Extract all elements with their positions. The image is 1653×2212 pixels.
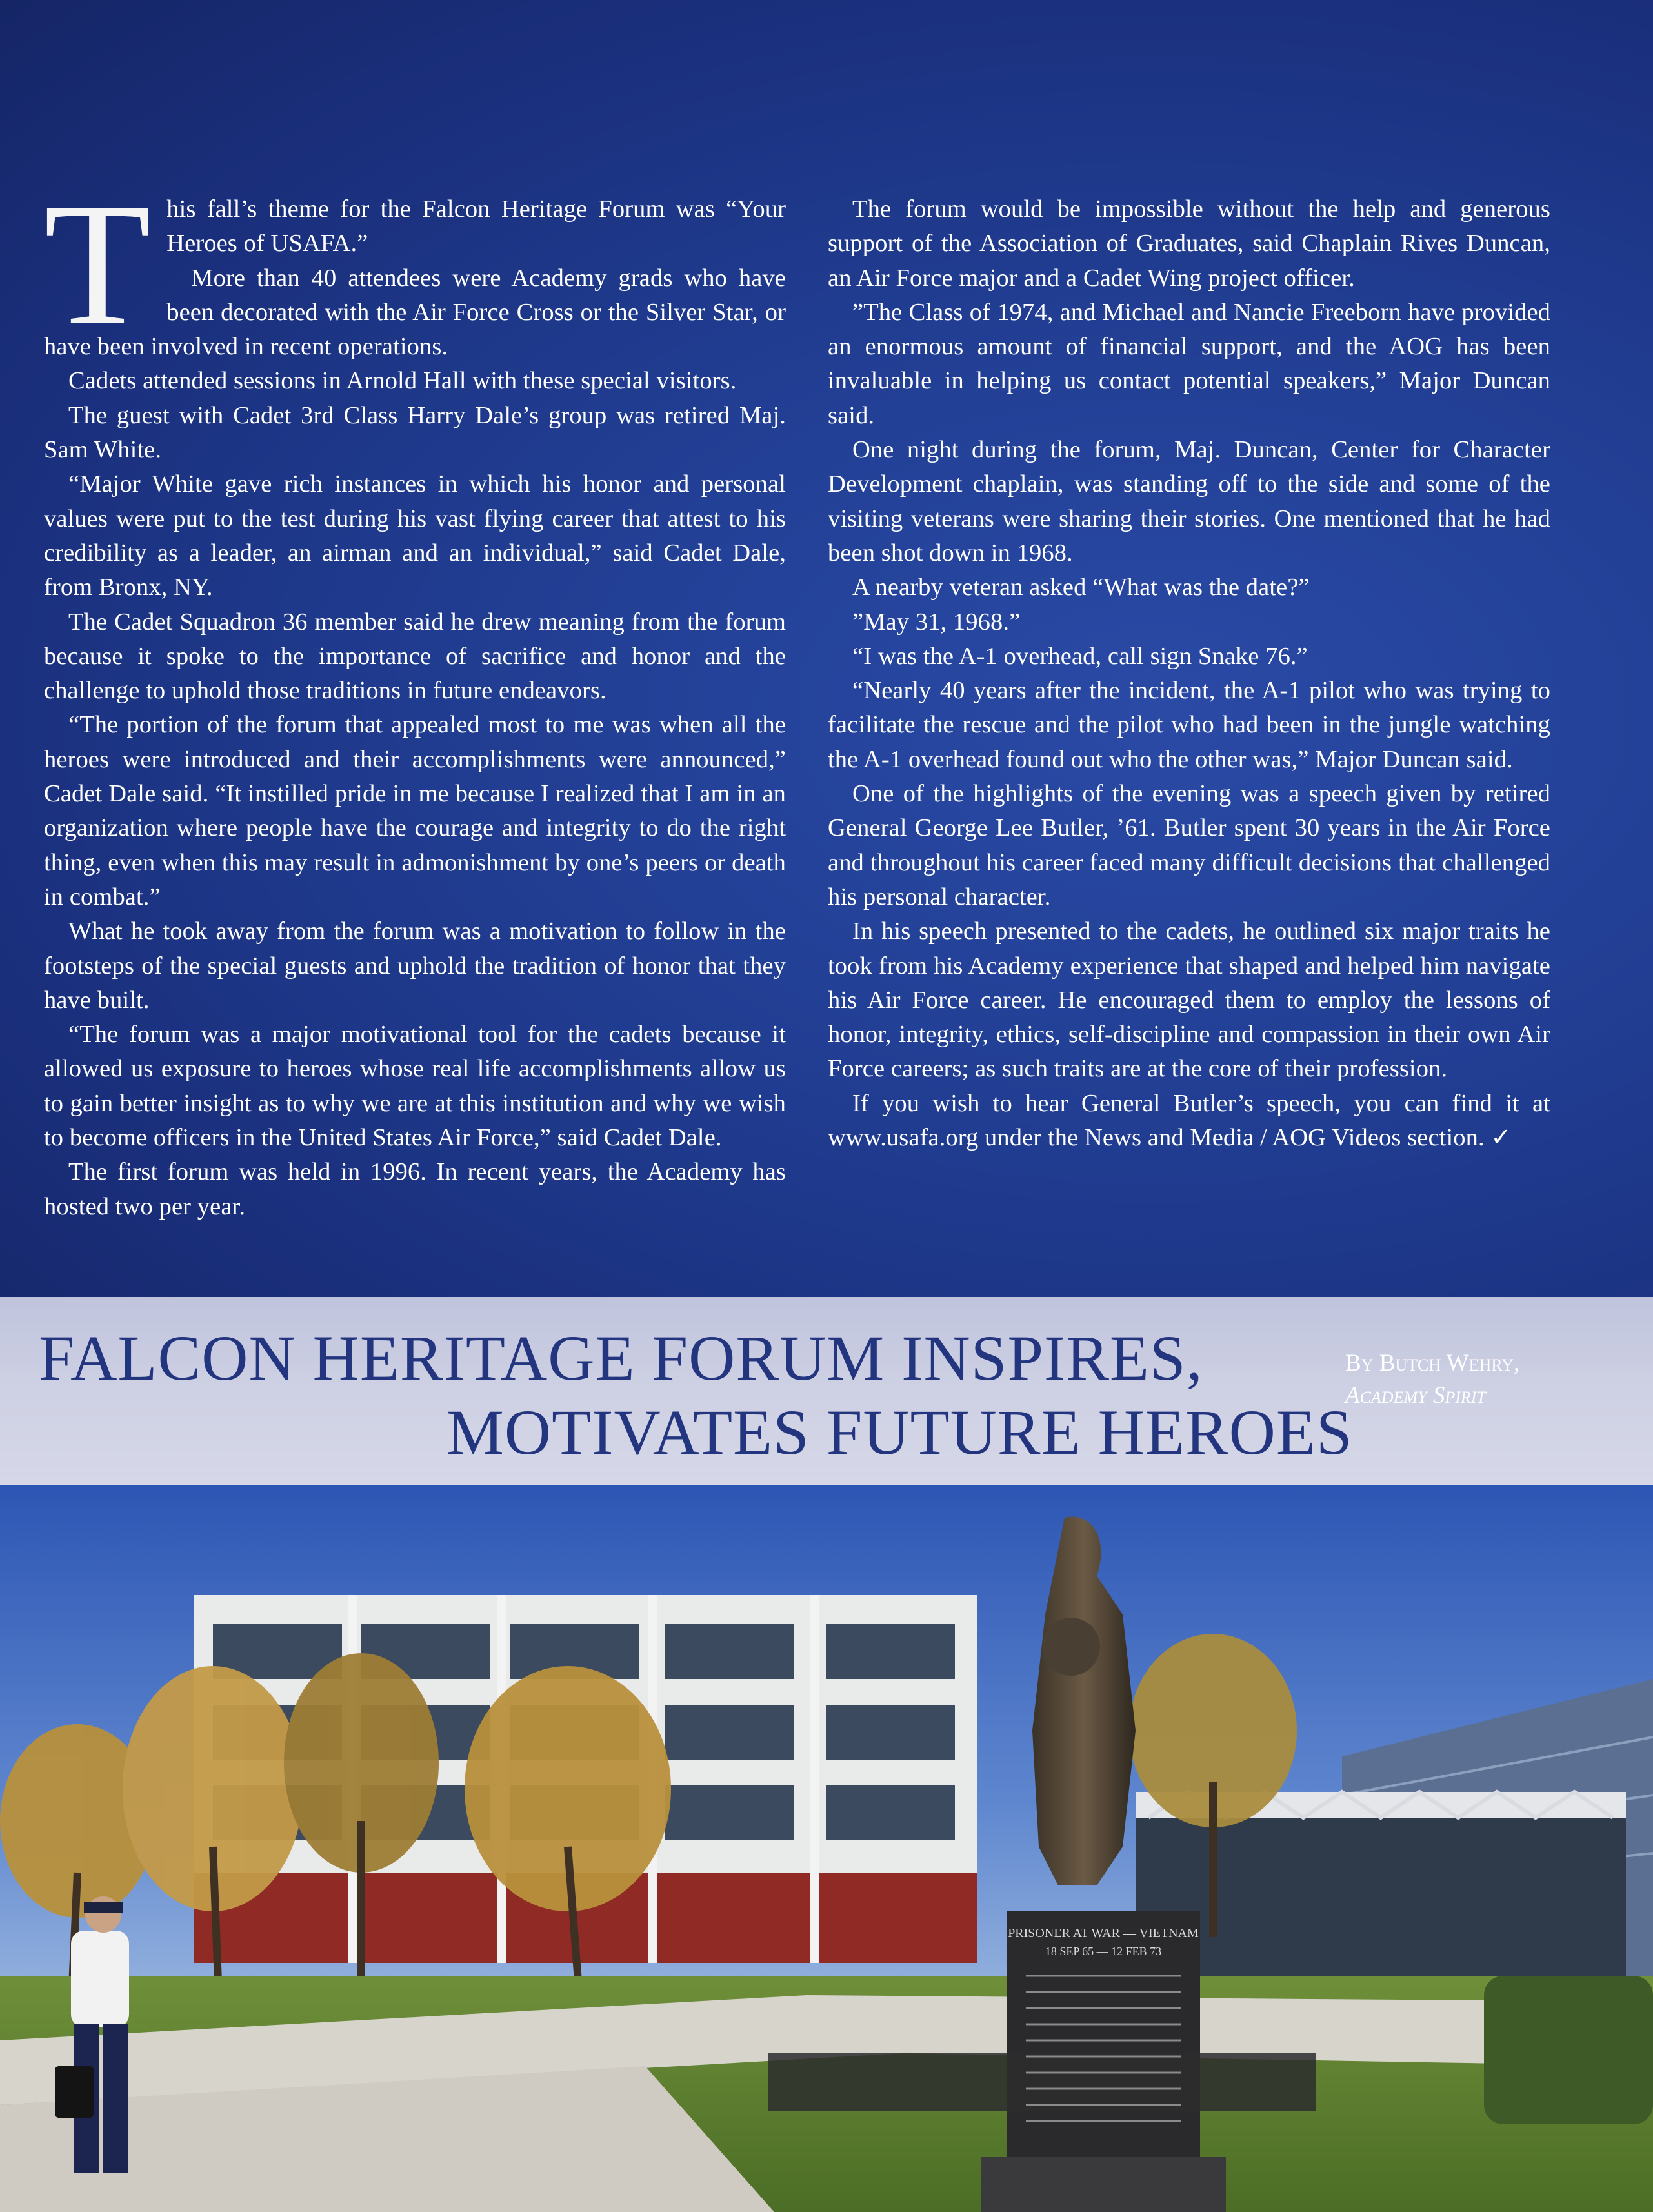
paragraph: The first forum was held in 1996. In recent years, the Academy has hosted two per year. bbox=[44, 1158, 786, 1220]
paragraph: One night during the forum, Maj. Duncan, Center for Character Development chaplain, was standing off to the side and some of the visiting veterans were sharing their stories. One mentioned that he had been shot down in 1968. bbox=[828, 436, 1550, 567]
headline-line-2: MOTIVATES FUTURE HEROES bbox=[446, 1396, 1353, 1468]
article-column-left bbox=[44, 167, 786, 1224]
paragraph: ”May 31, 1968.” bbox=[852, 608, 1021, 636]
paragraph: The guest with Cadet 3rd Class Harry Dale’s group was retired Maj. Sam White. bbox=[44, 401, 786, 464]
paragraph: “I was the A-1 overhead, call sign Snake 76.” bbox=[852, 642, 1308, 670]
hedge bbox=[1484, 1976, 1653, 2124]
paragraph: The forum would be impossible without the help and generous support of the Association of Graduates, said Chaplain Rives Duncan, an Air Force major and a Cadet Wing project officer. bbox=[828, 196, 1550, 292]
paragraph: “Major White gave rich instances in which his honor and personal values were put to the test during his vast flying career that attest to his credibility as a leader, an airman and an individual,” said Cadet Dale, from Bronx, NY. bbox=[44, 470, 786, 601]
paragraph: In his speech presented to the cadets, he outlined six major traits he took from his Academy experience that shaped and helped him navigate his Air Force career. He encouraged them to employ the lessons of honor, integrity, ethics, self-discipline and compassion in their own Air Force careers; as such traits are at the core of their profession. bbox=[828, 918, 1550, 1083]
plaque-title: PRISONER AT WAR — VIETNAM bbox=[1008, 1926, 1199, 1940]
paragraph: Cadets attended sessions in Arnold Hall with these special visitors. bbox=[68, 367, 737, 395]
article-column-right bbox=[828, 192, 1550, 1155]
paragraph: “The forum was a major motivational tool for the cadets because it allowed us exposure to heroes whose real life accomplishments allow us to gain better insight as to why we are at this institution and why we wish to become officers in the United States Air Force,” said Cadet Dale. bbox=[44, 1021, 786, 1152]
paragraph: A nearby veteran asked “What was the date?” bbox=[852, 574, 1310, 601]
paragraph: What he took away from the forum was a motivation to follow in the footsteps of the special guests and uphold the tradition of honor that they have built. bbox=[44, 918, 786, 1014]
paragraph: More than 40 attendees were Academy grads who have been decorated with the Air Force Cross or the Silver Star, or have been involved in recent operations. bbox=[44, 264, 786, 361]
drop-cap: T bbox=[44, 167, 152, 361]
paragraph: “Nearly 40 years after the incident, the A-1 pilot who was trying to facilitate the rescue and the pilot who had been in the jungle watching the A-1 overhead found out who the other was,” Major Duncan said. bbox=[828, 677, 1550, 773]
byline-publication: Academy Spirit bbox=[1345, 1382, 1486, 1409]
paragraph: “The portion of the forum that appealed most to me was when all the heroes were introduced and their accomplishments were announced,” Cadet Dale said. “It instilled pride in me because I realized that I am in an organization where people have the courage and integrity to do the right thing, even when this may result in admonishment by one’s peers or death in combat.” bbox=[44, 711, 786, 910]
paragraph: his fall’s theme for the Falcon Heritage Forum was “Your Heroes of USAFA.” bbox=[166, 196, 786, 257]
byline-author: By Butch Wehry, bbox=[1345, 1350, 1520, 1376]
paragraph: One of the highlights of the evening was a speech given by retired General George Lee Butler, ’61. Butler spent 30 years in the Air Force and throughout his career faced many difficult decisions that challenged his personal character. bbox=[828, 780, 1550, 910]
paragraph: ”The Class of 1974, and Michael and Nancie Freeborn have provided an enormous amount of financial support, and the AOG has been invaluable in helping us contact potential speakers,” Major Duncan said. bbox=[828, 298, 1550, 429]
paragraph: If you wish to hear General Butler’s speech, you can find it at www.usafa.org under the News and Media / AOG Videos section. ✓ bbox=[828, 1089, 1550, 1152]
byline bbox=[1345, 1347, 1519, 1412]
campus-statue-photo bbox=[0, 1485, 1653, 2212]
headline-line-1: FALCON HERITAGE FORUM INSPIRES, bbox=[39, 1322, 1203, 1394]
paragraph: The Cadet Squadron 36 member said he drew meaning from the forum because it spoke to the importance of sacrifice and honor and the challenge to uphold those traditions in future endeavors. bbox=[44, 608, 786, 705]
plaque-dates: 18 SEP 65 — 12 FEB 73 bbox=[1045, 1945, 1162, 1958]
